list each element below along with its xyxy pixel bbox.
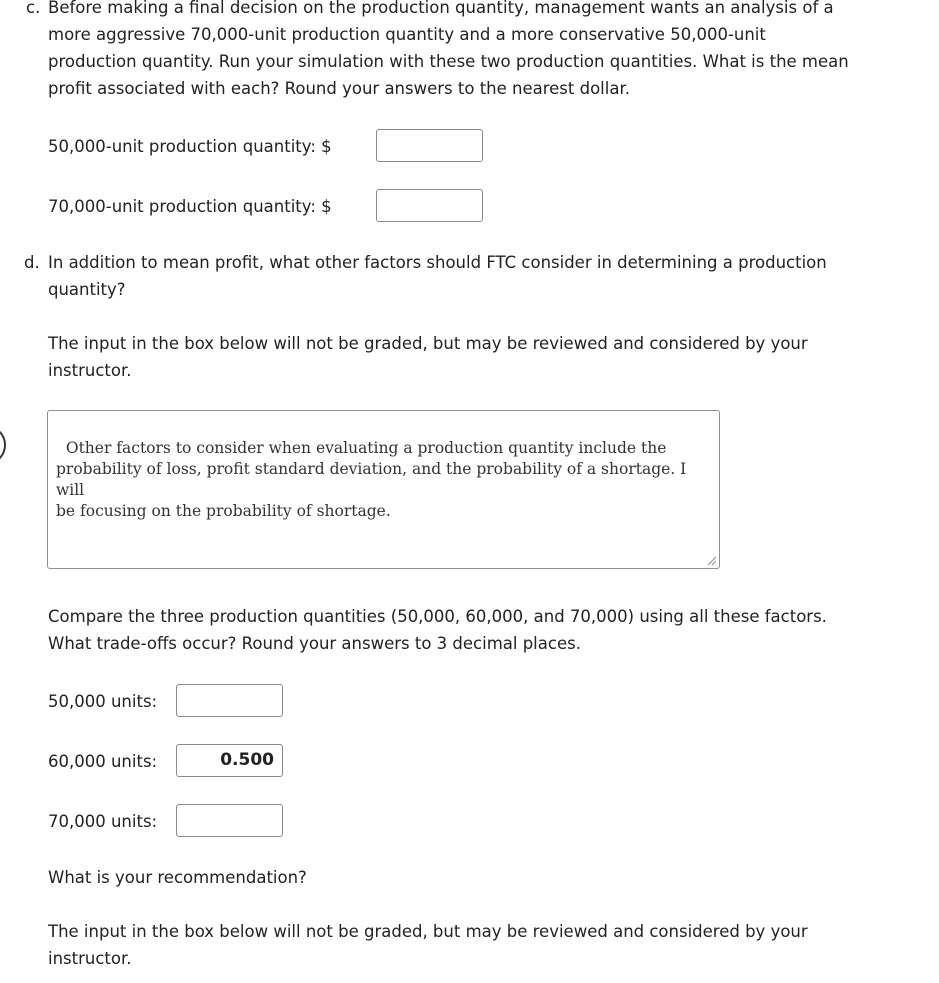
part-d-letter: d. (24, 253, 40, 272)
ungraded-note-line-1: The input in the box below will not be graded, but may be reviewed and considered by your (48, 334, 808, 353)
part-c-question-line-4: profit associated with each? Round your answers to the nearest dollar. (48, 79, 630, 98)
compare-line-2: What trade-offs occur? Round your answers to 3 decimal places. (48, 634, 581, 653)
other-factors-text: Other factors to consider when evaluating a production quantity include the probability of loss, profit standard deviation, and the probability of a shortage. I will be focusing on the probability of shortage. (56, 439, 687, 520)
units-50000-label: 50,000 units: (48, 692, 158, 711)
other-factors-textarea[interactable] (47, 410, 720, 569)
units-70000-input[interactable] (176, 804, 283, 837)
profit-50000-input[interactable] (376, 129, 483, 162)
units-70000-label: 70,000 units: (48, 812, 158, 831)
part-d-question-line-2: quantity? (48, 280, 126, 299)
profit-50000-label: 50,000-unit production quantity: $ (48, 137, 332, 156)
resize-grip-icon[interactable] (705, 554, 717, 566)
part-c-letter: c. (26, 0, 41, 17)
compare-line-1: Compare the three production quantities (50,000, 60,000, and 70,000) using all these factors. (48, 607, 827, 626)
units-50000-input[interactable] (176, 684, 283, 717)
part-c-question-line-1: Before making a final decision on the production quantity, management wants an analysis of a (48, 0, 834, 17)
part-c-question-line-3: production quantity. Run your simulation with these two production quantities. What is the mean (48, 52, 849, 71)
recommendation-question: What is your recommendation? (48, 868, 307, 887)
ungraded-note-2-line-2: instructor. (48, 949, 132, 968)
left-edge-circle-fragment (0, 425, 6, 465)
units-60000-label: 60,000 units: (48, 752, 158, 771)
part-c-question-line-2: more aggressive 70,000-unit production quantity and a more conservative 50,000-unit (48, 25, 766, 44)
part-d-question-line-1: In addition to mean profit, what other factors should FTC consider in determining a production (48, 253, 827, 272)
ungraded-note-2-line-1: The input in the box below will not be graded, but may be reviewed and considered by your (48, 922, 808, 941)
units-60000-input[interactable]: 0.500 (176, 744, 283, 777)
ungraded-note-line-2: instructor. (48, 361, 132, 380)
profit-70000-label: 70,000-unit production quantity: $ (48, 197, 332, 216)
profit-70000-input[interactable] (376, 189, 483, 222)
